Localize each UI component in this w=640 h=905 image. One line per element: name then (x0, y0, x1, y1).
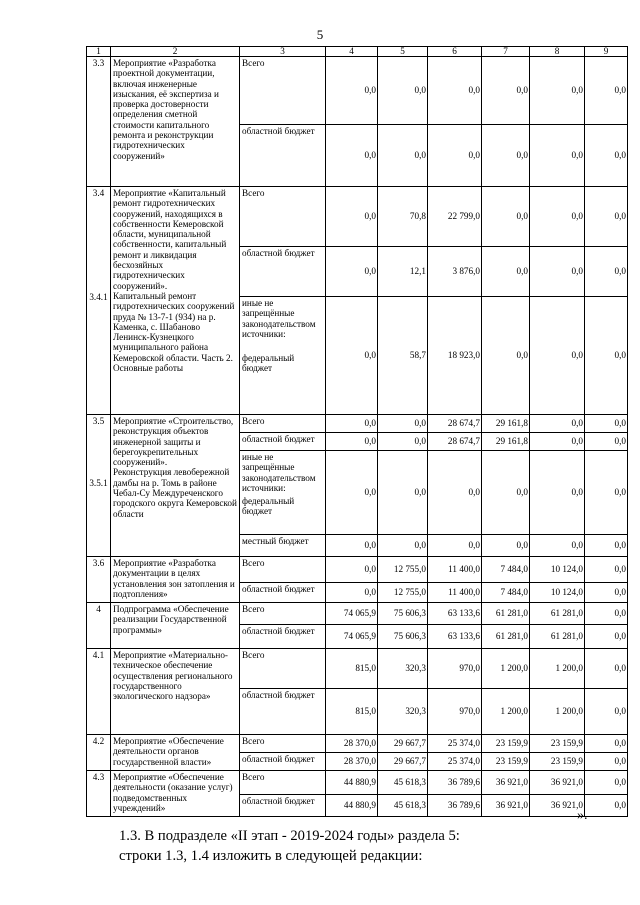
header-cell: 4 (326, 47, 378, 57)
value-cell: 0,0 (585, 625, 628, 649)
value-cell: 0,0 (585, 649, 628, 689)
value-cell: 0,0 (378, 125, 428, 187)
row-number (87, 187, 111, 415)
table-row (87, 735, 628, 753)
funding-source: областной бюджет (240, 689, 326, 735)
value-cell: 0,0 (585, 753, 628, 771)
funding-source: Всего (240, 557, 326, 583)
value-cell: 0,0 (378, 415, 428, 433)
value-cell: 0,0 (530, 451, 585, 535)
value-cell: 75 606,3 (378, 625, 428, 649)
row-number: 4.2 (87, 735, 111, 771)
measure-title-main: Мероприятие «Капитальный ремонт гидротехнических сооружений, находящихся в собственности Кемеровской области, муниципальной собственности, капитальный ремонт и ликвидация бесхозяйных гидротехнических сооружений». (113, 188, 227, 291)
value-cell: 0,0 (428, 535, 482, 557)
value-cell: 0,0 (378, 433, 428, 451)
funding-source: Всего (240, 771, 326, 795)
funding-source: Всего (240, 649, 326, 689)
funding-source (240, 297, 326, 415)
header-row (87, 47, 628, 57)
value-cell: 0,0 (482, 297, 530, 415)
value-cell: 0,0 (585, 557, 628, 583)
value-cell: 10 124,0 (530, 557, 585, 583)
amendment-text (119, 826, 460, 866)
header-cell: 1 (87, 47, 111, 57)
row-number: 4.1 (87, 649, 111, 735)
value-cell: 28 674,7 (428, 415, 482, 433)
value-cell: 0,0 (326, 297, 378, 415)
value-cell: 0,0 (482, 451, 530, 535)
value-cell: 0,0 (326, 557, 378, 583)
funding-source: областной бюджет (240, 753, 326, 771)
value-cell: 0,0 (585, 771, 628, 795)
value-cell: 0,0 (585, 125, 628, 187)
value-cell: 12,1 (378, 247, 428, 297)
value-cell: 0,0 (585, 795, 628, 817)
measure-title: Подпрограмма «Обеспечение реализации Государственной программы» (111, 603, 240, 649)
value-cell: 36 921,0 (530, 771, 585, 795)
row-number-sub: 3.4.1 (89, 292, 108, 303)
value-cell: 0,0 (326, 415, 378, 433)
budget-table (86, 46, 628, 817)
table-row (87, 771, 628, 795)
row-number-sub: 3.5.1 (89, 478, 108, 489)
value-cell: 0,0 (326, 125, 378, 187)
table-row (87, 603, 628, 625)
value-cell: 10 124,0 (530, 583, 585, 603)
value-cell: 815,0 (326, 649, 378, 689)
value-cell: 63 133,6 (428, 625, 482, 649)
value-cell: 0,0 (326, 57, 378, 125)
table-row (87, 649, 628, 689)
value-cell: 61 281,0 (482, 625, 530, 649)
value-cell: 36 789,6 (428, 795, 482, 817)
value-cell: 25 374,0 (428, 735, 482, 753)
funding-source: Всего (240, 57, 326, 125)
value-cell: 815,0 (326, 689, 378, 735)
value-cell: 0,0 (482, 535, 530, 557)
value-cell: 7 484,0 (482, 583, 530, 603)
value-cell: 0,0 (585, 247, 628, 297)
closing-quote: ». (577, 808, 588, 823)
value-cell: 7 484,0 (482, 557, 530, 583)
header-cell: 6 (428, 47, 482, 57)
row-number-main: 3.5 (92, 416, 105, 426)
value-cell: 28 370,0 (326, 753, 378, 771)
value-cell: 44 880,9 (326, 771, 378, 795)
value-cell: 0,0 (530, 57, 585, 125)
measure-title: Мероприятие «Обеспечение деятельности органов государственной власти» (111, 735, 240, 771)
value-cell: 0,0 (530, 535, 585, 557)
value-cell: 0,0 (428, 451, 482, 535)
value-cell: 0,0 (585, 603, 628, 625)
measure-title: Мероприятие «Разработка проектной документации, включая инженерные изыскания, её экспертиза и проверка достоверности определения сметной стоимости капитального ремонта и реконструкции гидротехнических сооружений» (111, 57, 240, 187)
value-cell: 0,0 (326, 451, 378, 535)
value-cell: 0,0 (482, 187, 530, 247)
value-cell: 0,0 (530, 187, 585, 247)
funding-source: Всего (240, 187, 326, 247)
funding-source: областной бюджет (240, 247, 326, 297)
value-cell: 0,0 (482, 57, 530, 125)
value-cell: 1 200,0 (530, 689, 585, 735)
value-cell: 0,0 (585, 735, 628, 753)
value-cell: 970,0 (428, 689, 482, 735)
value-cell: 29 161,8 (482, 433, 530, 451)
funding-source-federal: федеральный бюджет (242, 353, 295, 374)
value-cell: 0,0 (326, 433, 378, 451)
value-cell: 0,0 (378, 535, 428, 557)
value-cell: 0,0 (530, 415, 585, 433)
value-cell: 0,0 (585, 535, 628, 557)
value-cell: 0,0 (585, 57, 628, 125)
measure-title: Мероприятие «Разработка документации в целях установления зон затопления и подтопления» (111, 557, 240, 603)
funding-source: местный бюджет (240, 535, 326, 557)
value-cell: 29 667,7 (378, 735, 428, 753)
value-cell: 0,0 (378, 57, 428, 125)
value-cell: 970,0 (428, 649, 482, 689)
funding-source: Всего (240, 603, 326, 625)
measure-title-sub: Реконструкция левобережной дамбы на р. Томь в районе Чебал-Су Междуреченского городского округа Кемеровской области (113, 467, 237, 519)
measure-title-sub: Капитальный ремонт гидротехнических сооружений пруда № 13-7-1 (934) на р. Каменка, с. Шабаново Ленинск-Кузнецкого муниципального района Кемеровской области. Часть 2. Основные работы (113, 290, 235, 374)
row-number: 3.6 (87, 557, 111, 603)
value-cell: 0,0 (585, 187, 628, 247)
value-cell: 61 281,0 (530, 603, 585, 625)
row-number (87, 415, 111, 557)
table-row (87, 57, 628, 125)
funding-source: областной бюджет (240, 795, 326, 817)
measure-title (111, 187, 240, 415)
value-cell: 0,0 (530, 125, 585, 187)
value-cell: 0,0 (326, 187, 378, 247)
value-cell: 61 281,0 (530, 625, 585, 649)
value-cell: 1 200,0 (482, 689, 530, 735)
header-cell: 8 (530, 47, 585, 57)
value-cell: 36 921,0 (482, 795, 530, 817)
value-cell: 11 400,0 (428, 583, 482, 603)
value-cell: 1 200,0 (482, 649, 530, 689)
measure-title-main: Мероприятие «Строительство, реконструкция объектов инженерной защиты и берегоукрепительных сооружений». (113, 416, 234, 468)
value-cell: 74 065,9 (326, 603, 378, 625)
funding-source: областной бюджет (240, 433, 326, 451)
value-cell: 23 159,9 (530, 735, 585, 753)
value-cell: 0,0 (428, 125, 482, 187)
row-number: 3.3 (87, 57, 111, 187)
funding-source: Всего (240, 415, 326, 433)
measure-title (111, 415, 240, 557)
value-cell: 45 618,3 (378, 795, 428, 817)
header-cell: 9 (585, 47, 628, 57)
amendment-line-2: строки 1.3, 1.4 изложить в следующей редакции: (119, 848, 423, 864)
header-cell: 7 (482, 47, 530, 57)
value-cell: 0,0 (482, 125, 530, 187)
header-cell: 5 (378, 47, 428, 57)
funding-source-other: иные не запрещённые законодательством источники: (242, 452, 316, 493)
value-cell: 0,0 (530, 297, 585, 415)
value-cell: 44 880,9 (326, 795, 378, 817)
table-row (87, 415, 628, 433)
value-cell: 61 281,0 (482, 603, 530, 625)
value-cell: 320,3 (378, 649, 428, 689)
value-cell: 0,0 (530, 247, 585, 297)
value-cell: 28 674,7 (428, 433, 482, 451)
value-cell: 18 923,0 (428, 297, 482, 415)
value-cell: 36 921,0 (530, 795, 585, 817)
value-cell: 0,0 (326, 535, 378, 557)
value-cell: 36 789,6 (428, 771, 482, 795)
value-cell: 0,0 (428, 57, 482, 125)
funding-source-other: иные не запрещённые законодательством источники: (242, 298, 316, 339)
value-cell: 12 755,0 (378, 583, 428, 603)
measure-title: Мероприятие «Материально-техническое обеспечение осуществления регионального государственного экологического надзора» (111, 649, 240, 735)
value-cell: 23 159,9 (482, 735, 530, 753)
value-cell: 0,0 (326, 247, 378, 297)
value-cell: 45 618,3 (378, 771, 428, 795)
amendment-line-1: 1.3. В подразделе «II этап - 2019-2024 годы» раздела 5: (119, 828, 460, 844)
value-cell: 12 755,0 (378, 557, 428, 583)
value-cell: 29 667,7 (378, 753, 428, 771)
value-cell: 0,0 (530, 433, 585, 451)
value-cell: 1 200,0 (530, 649, 585, 689)
value-cell: 0,0 (326, 583, 378, 603)
funding-source: Всего (240, 735, 326, 753)
value-cell: 11 400,0 (428, 557, 482, 583)
value-cell: 0,0 (378, 451, 428, 535)
value-cell: 0,0 (585, 583, 628, 603)
header-cell: 2 (111, 47, 240, 57)
value-cell: 0,0 (585, 433, 628, 451)
measure-title: Мероприятие «Обеспечение деятельности (оказание услуг) подведомственных учреждений» (111, 771, 240, 817)
value-cell: 29 161,8 (482, 415, 530, 433)
row-number: 4 (87, 603, 111, 649)
funding-source: областной бюджет (240, 583, 326, 603)
value-cell: 23 159,9 (482, 753, 530, 771)
value-cell: 36 921,0 (482, 771, 530, 795)
value-cell: 28 370,0 (326, 735, 378, 753)
row-number: 4.3 (87, 771, 111, 817)
funding-source: областной бюджет (240, 125, 326, 187)
value-cell: 74 065,9 (326, 625, 378, 649)
value-cell: 3 876,0 (428, 247, 482, 297)
header-cell: 3 (240, 47, 326, 57)
value-cell: 0,0 (585, 451, 628, 535)
value-cell: 22 799,0 (428, 187, 482, 247)
value-cell: 63 133,6 (428, 603, 482, 625)
table-row (87, 187, 628, 247)
value-cell: 70,8 (378, 187, 428, 247)
table-row (87, 557, 628, 583)
value-cell: 25 374,0 (428, 753, 482, 771)
value-cell: 0,0 (585, 689, 628, 735)
funding-source-federal: федеральный бюджет (242, 496, 295, 517)
page-number: 5 (316, 27, 324, 42)
value-cell: 0,0 (482, 247, 530, 297)
value-cell: 320,3 (378, 689, 428, 735)
value-cell: 23 159,9 (530, 753, 585, 771)
funding-source: областной бюджет (240, 625, 326, 649)
value-cell: 75 606,3 (378, 603, 428, 625)
value-cell: 58,7 (378, 297, 428, 415)
funding-source (240, 451, 326, 535)
value-cell: 0,0 (585, 415, 628, 433)
row-number-main: 3.4 (92, 188, 105, 198)
value-cell: 0,0 (585, 297, 628, 415)
